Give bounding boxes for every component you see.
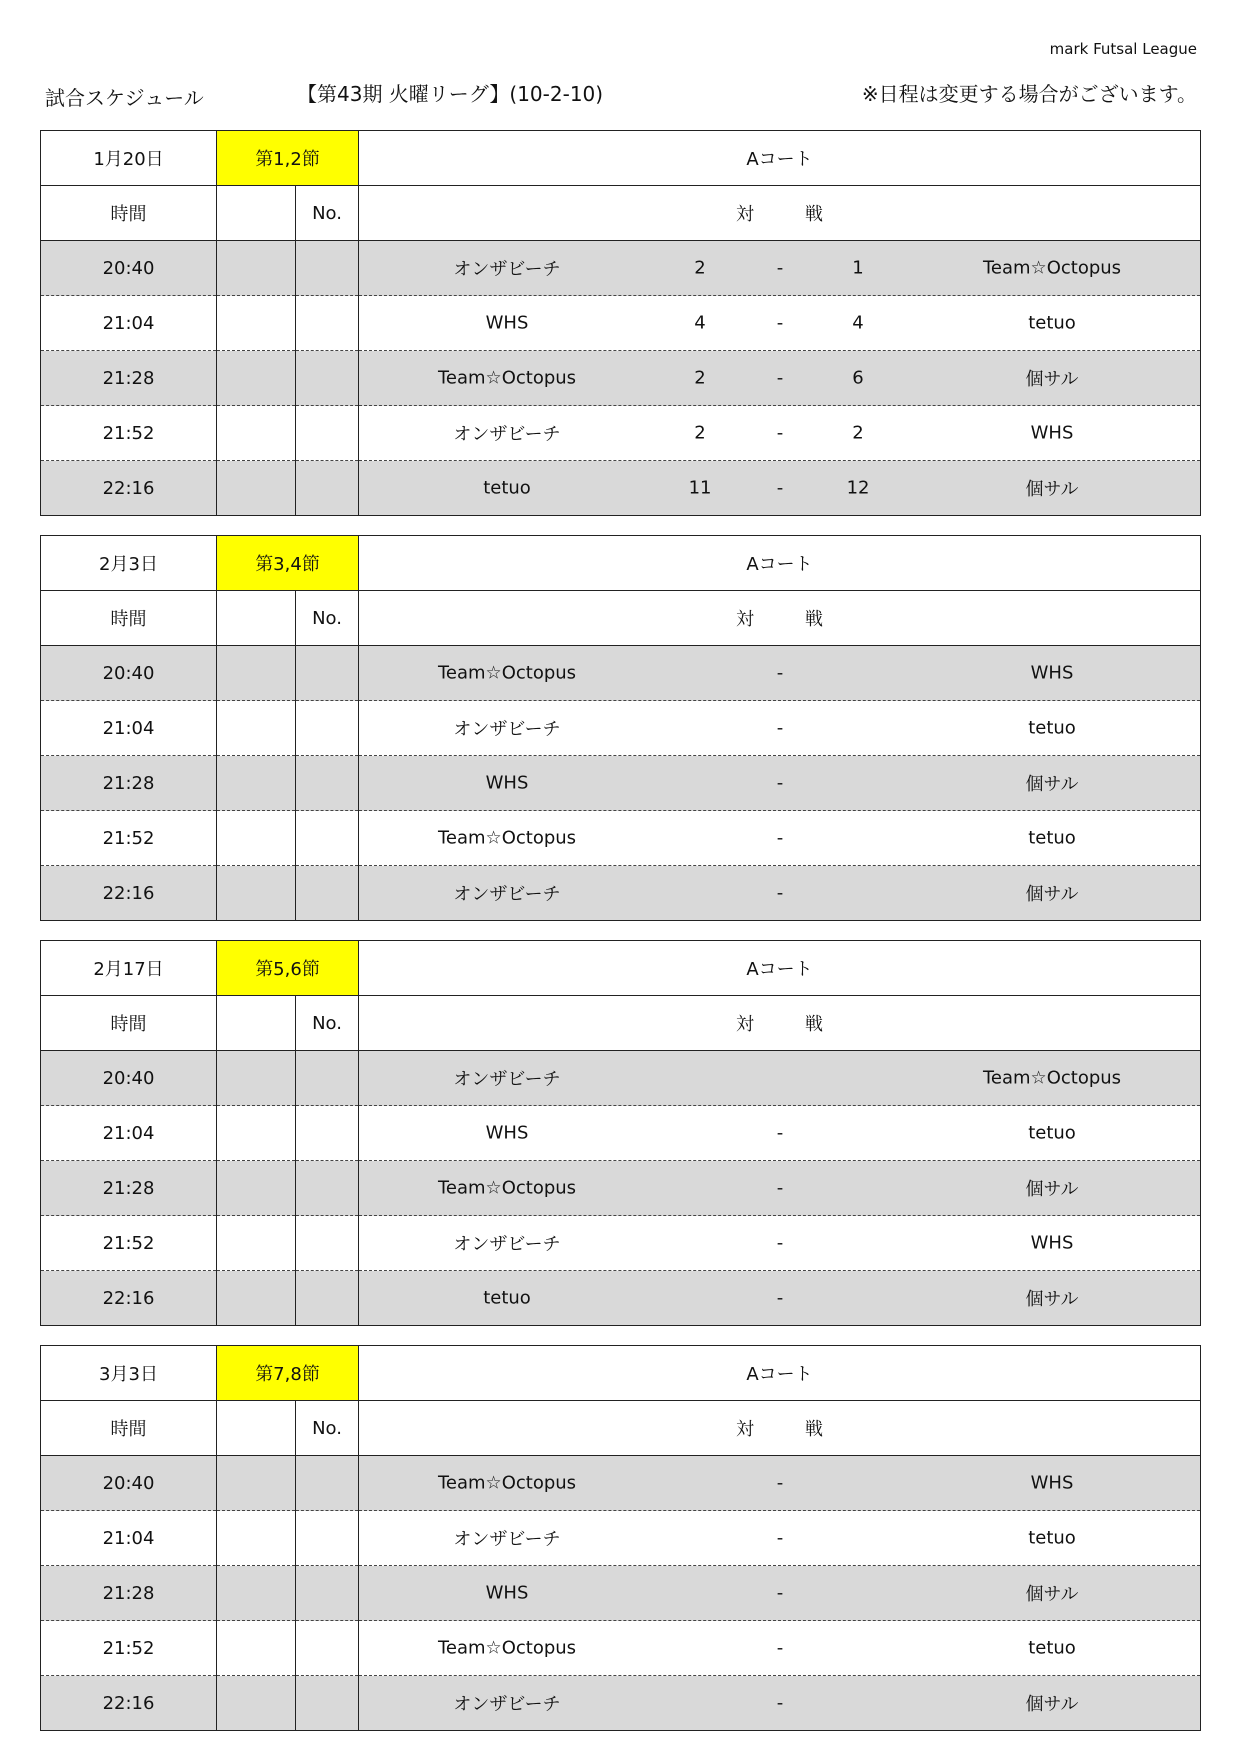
league-period: 【第43期 火曜リーグ】(10-2-10) — [297, 82, 604, 106]
schedule-table — [40, 1345, 1201, 1731]
away-team: 個サル — [1025, 479, 1079, 500]
match-time: 22:16 — [41, 1676, 217, 1731]
section-label: 第7,8節 — [217, 1346, 359, 1401]
match-number — [296, 866, 359, 921]
home-team: オンザビーチ — [453, 424, 561, 445]
score-separator: - — [776, 717, 784, 739]
blank-cell — [217, 1106, 296, 1161]
matchup-cell — [359, 646, 1201, 701]
blank-cell — [217, 1051, 296, 1106]
matchup-header-left: 対 — [736, 1014, 755, 1035]
number-header: No. — [296, 1401, 359, 1456]
away-team: tetuo — [1028, 312, 1076, 334]
time-header: 時間 — [41, 591, 217, 646]
matchup-header-right: 戦 — [805, 204, 824, 225]
home-team: オンザビーチ — [453, 719, 561, 740]
away-team: WHS — [1030, 1472, 1074, 1494]
match-number — [296, 241, 359, 296]
table-row — [41, 811, 1201, 866]
table-row — [41, 1566, 1201, 1621]
time-header: 時間 — [41, 996, 217, 1051]
match-time: 21:28 — [41, 1161, 217, 1216]
court-label: Aコート — [359, 536, 1201, 591]
blank-cell — [217, 866, 296, 921]
score-separator: - — [776, 882, 784, 904]
away-score: 12 — [846, 477, 870, 499]
score-separator: - — [776, 662, 784, 684]
table-row — [41, 296, 1201, 351]
score-separator: - — [776, 772, 784, 794]
match-time: 20:40 — [41, 1456, 217, 1511]
away-team: tetuo — [1028, 827, 1076, 849]
match-number — [296, 406, 359, 461]
table-row — [41, 406, 1201, 461]
table-row — [41, 241, 1201, 296]
table-row — [41, 1271, 1201, 1326]
away-team: 個サル — [1025, 1289, 1079, 1310]
match-time: 21:28 — [41, 351, 217, 406]
match-date: 3月3日 — [41, 1346, 217, 1401]
away-team: 個サル — [1025, 884, 1079, 905]
matchup-header — [359, 996, 1201, 1051]
match-time: 21:52 — [41, 811, 217, 866]
match-time: 20:40 — [41, 646, 217, 701]
match-time: 21:04 — [41, 701, 217, 756]
blank-header — [217, 1401, 296, 1456]
match-time: 21:52 — [41, 1216, 217, 1271]
matchup-cell — [359, 1271, 1201, 1326]
blank-cell — [217, 1566, 296, 1621]
away-team: tetuo — [1028, 717, 1076, 739]
time-header: 時間 — [41, 1401, 217, 1456]
table-row — [41, 1161, 1201, 1216]
blank-cell — [217, 1511, 296, 1566]
table-row — [41, 1621, 1201, 1676]
blank-cell — [217, 1216, 296, 1271]
matchup-cell — [359, 1621, 1201, 1676]
match-number — [296, 1106, 359, 1161]
section-label: 第3,4節 — [217, 536, 359, 591]
matchup-cell — [359, 1161, 1201, 1216]
blank-cell — [217, 296, 296, 351]
schedule-table — [40, 940, 1201, 1326]
home-team: WHS — [485, 772, 529, 794]
away-team: 個サル — [1025, 369, 1079, 390]
court-label: Aコート — [359, 1346, 1201, 1401]
away-team: WHS — [1030, 1232, 1074, 1254]
home-team: WHS — [485, 1122, 529, 1144]
score-separator: - — [776, 1637, 784, 1659]
matchup-cell — [359, 296, 1201, 351]
home-team: オンザビーチ — [453, 884, 561, 905]
league-name: mark Futsal League — [1049, 40, 1197, 58]
home-team: WHS — [485, 312, 529, 334]
blank-cell — [217, 811, 296, 866]
table-row — [41, 351, 1201, 406]
score-separator: - — [776, 367, 784, 389]
home-team: オンザビーチ — [453, 1069, 561, 1090]
match-number — [296, 1216, 359, 1271]
table-row — [41, 461, 1201, 516]
away-score: 2 — [852, 422, 864, 444]
schedule-table — [40, 535, 1201, 921]
page-title: 試合スケジュール — [45, 86, 204, 110]
matchup-cell — [359, 1456, 1201, 1511]
score-separator: - — [776, 257, 784, 279]
matchup-header — [359, 1401, 1201, 1456]
away-team: WHS — [1030, 662, 1074, 684]
round-schedule — [40, 940, 1200, 1326]
match-time: 21:52 — [41, 406, 217, 461]
away-team: 個サル — [1025, 1694, 1079, 1715]
time-header: 時間 — [41, 186, 217, 241]
match-number — [296, 296, 359, 351]
match-time: 21:04 — [41, 1106, 217, 1161]
match-number — [296, 1161, 359, 1216]
away-team: tetuo — [1028, 1122, 1076, 1144]
table-row — [41, 866, 1201, 921]
match-number — [296, 756, 359, 811]
document-header — [45, 78, 1197, 108]
home-team: Team☆Octopus — [437, 827, 577, 849]
score-separator: - — [776, 477, 784, 499]
matchup-header — [359, 186, 1201, 241]
matchup-cell — [359, 351, 1201, 406]
score-separator: - — [776, 1232, 784, 1254]
number-header: No. — [296, 591, 359, 646]
match-number — [296, 646, 359, 701]
matchup-cell — [359, 1566, 1201, 1621]
round-schedule — [40, 130, 1200, 516]
blank-cell — [217, 756, 296, 811]
match-date: 2月3日 — [41, 536, 217, 591]
score-separator: - — [776, 1122, 784, 1144]
table-row — [41, 1676, 1201, 1731]
blank-cell — [217, 701, 296, 756]
matchup-cell — [359, 701, 1201, 756]
number-header: No. — [296, 996, 359, 1051]
away-score: 6 — [852, 367, 864, 389]
schedule-table — [40, 130, 1201, 516]
match-number — [296, 811, 359, 866]
blank-cell — [217, 1456, 296, 1511]
match-number — [296, 1621, 359, 1676]
away-score: 1 — [852, 257, 864, 279]
match-date: 1月20日 — [41, 131, 217, 186]
matchup-cell — [359, 1106, 1201, 1161]
blank-header — [217, 996, 296, 1051]
blank-header — [217, 186, 296, 241]
match-number — [296, 1271, 359, 1326]
away-team: Team☆Octopus — [982, 1067, 1122, 1089]
table-row — [41, 1456, 1201, 1511]
blank-cell — [217, 646, 296, 701]
score-separator: - — [776, 422, 784, 444]
score-separator: - — [776, 312, 784, 334]
match-time: 22:16 — [41, 461, 217, 516]
home-team: オンザビーチ — [453, 1529, 561, 1550]
home-team: オンザビーチ — [453, 1234, 561, 1255]
away-score: 4 — [852, 312, 864, 334]
match-time: 21:28 — [41, 756, 217, 811]
score-separator: - — [776, 1472, 784, 1494]
home-score: 2 — [694, 367, 706, 389]
home-team: Team☆Octopus — [437, 1177, 577, 1199]
matchup-cell — [359, 1676, 1201, 1731]
matchup-header-right: 戦 — [805, 1014, 824, 1035]
home-team: tetuo — [483, 477, 531, 499]
home-team: WHS — [485, 1582, 529, 1604]
score-separator: - — [776, 1177, 784, 1199]
table-row — [41, 646, 1201, 701]
matchup-cell — [359, 866, 1201, 921]
table-row — [41, 1106, 1201, 1161]
number-header: No. — [296, 186, 359, 241]
match-number — [296, 1456, 359, 1511]
home-score: 2 — [694, 257, 706, 279]
schedule-notice: ※日程は変更する場合がございます。 — [861, 82, 1197, 106]
matchup-header-left: 対 — [736, 204, 755, 225]
blank-cell — [217, 1621, 296, 1676]
home-team: Team☆Octopus — [437, 662, 577, 684]
section-label: 第5,6節 — [217, 941, 359, 996]
match-time: 22:16 — [41, 866, 217, 921]
home-team: オンザビーチ — [453, 259, 561, 280]
score-separator: - — [776, 1527, 784, 1549]
matchup-cell — [359, 241, 1201, 296]
match-number — [296, 1566, 359, 1621]
home-score: 2 — [694, 422, 706, 444]
match-time: 21:04 — [41, 296, 217, 351]
blank-cell — [217, 406, 296, 461]
matchup-header — [359, 591, 1201, 646]
score-separator: - — [776, 1692, 784, 1714]
blank-header — [217, 591, 296, 646]
match-number — [296, 1676, 359, 1731]
matchup-header-left: 対 — [736, 1419, 755, 1440]
home-team: オンザビーチ — [453, 1694, 561, 1715]
matchup-cell — [359, 1511, 1201, 1566]
away-team: WHS — [1030, 422, 1074, 444]
table-row — [41, 1051, 1201, 1106]
match-time: 20:40 — [41, 241, 217, 296]
home-team: Team☆Octopus — [437, 1637, 577, 1659]
blank-cell — [217, 351, 296, 406]
court-label: Aコート — [359, 941, 1201, 996]
away-team: tetuo — [1028, 1527, 1076, 1549]
round-schedule — [40, 535, 1200, 921]
home-team: tetuo — [483, 1287, 531, 1309]
away-team: Team☆Octopus — [982, 257, 1122, 279]
table-row — [41, 701, 1201, 756]
matchup-cell — [359, 1216, 1201, 1271]
matchup-cell — [359, 461, 1201, 516]
matchup-cell — [359, 1051, 1201, 1106]
match-number — [296, 1051, 359, 1106]
match-number — [296, 351, 359, 406]
away-team: 個サル — [1025, 1179, 1079, 1200]
match-time: 21:28 — [41, 1566, 217, 1621]
table-row — [41, 1511, 1201, 1566]
match-date: 2月17日 — [41, 941, 217, 996]
matchup-header-right: 戦 — [805, 609, 824, 630]
blank-cell — [217, 1676, 296, 1731]
table-row — [41, 1216, 1201, 1271]
home-score: 4 — [694, 312, 706, 334]
home-score: 11 — [688, 477, 712, 499]
blank-cell — [217, 461, 296, 516]
home-team: Team☆Octopus — [437, 367, 577, 389]
round-schedule — [40, 1345, 1200, 1731]
matchup-cell — [359, 756, 1201, 811]
away-team: tetuo — [1028, 1637, 1076, 1659]
match-number — [296, 701, 359, 756]
matchup-header-right: 戦 — [805, 1419, 824, 1440]
match-time: 22:16 — [41, 1271, 217, 1326]
home-team: Team☆Octopus — [437, 1472, 577, 1494]
score-separator: - — [776, 827, 784, 849]
table-row — [41, 756, 1201, 811]
blank-cell — [217, 1271, 296, 1326]
match-number — [296, 1511, 359, 1566]
match-time: 20:40 — [41, 1051, 217, 1106]
matchup-cell — [359, 406, 1201, 461]
section-label: 第1,2節 — [217, 131, 359, 186]
score-separator: - — [776, 1287, 784, 1309]
score-separator: - — [776, 1582, 784, 1604]
match-time: 21:04 — [41, 1511, 217, 1566]
away-team: 個サル — [1025, 774, 1079, 795]
court-label: Aコート — [359, 131, 1201, 186]
blank-cell — [217, 241, 296, 296]
match-number — [296, 461, 359, 516]
matchup-cell — [359, 811, 1201, 866]
blank-cell — [217, 1161, 296, 1216]
away-team: 個サル — [1025, 1584, 1079, 1605]
match-time: 21:52 — [41, 1621, 217, 1676]
matchup-header-left: 対 — [736, 609, 755, 630]
